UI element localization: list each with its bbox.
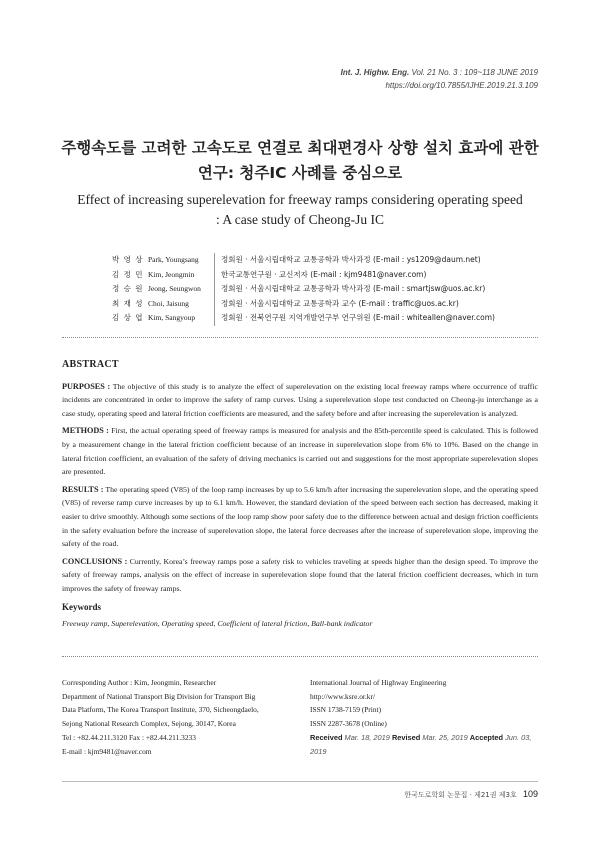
author-row <box>112 268 495 283</box>
corr-email: E-mail : kjm9481@naver.com <box>62 746 152 756</box>
author-english-name: Kim, Jeongmin <box>148 269 195 279</box>
author-affiliation: 정회원 · 전북연구원 지역개발연구부 연구위원 (E-mail : whiteallen@naver.com) <box>214 311 495 326</box>
bottom-dotted-divider <box>62 656 538 657</box>
english-title-line-2: : A case study of Cheong-Ju IC <box>216 212 384 227</box>
doi-link[interactable]: https://doi.org/10.7855/IJHE.2019.21.3.109 <box>385 81 538 90</box>
author-affiliation: 정회원 · 서울시립대학교 교통공학과 교수 (E-mail : traffic@uos.ac.kr) <box>214 297 459 312</box>
author-korean-name: 김 상 엽 <box>112 313 144 322</box>
results-text: The operating speed (V85) of the loop ramp increases by up to 5.6 km/h after increasing the superelevation slope, and the operating speed (V85) of reverse ramp curve increases by up to 6.1 km/h. However, the standard deviation of the speed between each section has decreased, making it easier to drive smoothly. Although some sections of the loop ramp show poor safety due to the difference between actual and design friction coefficients in the safety evaluation before the increase of superelevation slope, the lateral force decreases after the increase of superelevation slope, improving the safety of the road. <box>62 484 538 549</box>
page-number: 109 <box>522 789 538 799</box>
methods-text: First, the actual operating speed of freeway ramps is measured for analysis and the 85th-percentile speed is calculated. This is followed by a measurement change in the lateral friction coefficient because of an increase in superelevation slope from 6% to 10%. Based on the change in lateral friction coefficient, an evaluation of the safety of driving mechanics is carried out and suggestions for the most appropriate superelevation slopes are presented. <box>62 426 538 477</box>
corr-line: Corresponding Author : Kim, Jeongmin, Researcher <box>62 678 217 687</box>
korean-title <box>0 136 600 186</box>
journal-full-name: International Journal of Highway Engineering <box>310 678 447 687</box>
journal-citation <box>341 66 538 92</box>
methods-paragraph <box>62 424 538 478</box>
author-affiliation: 한국교통연구원 · 교신저자 (E-mail : kjm9481@naver.com) <box>214 268 426 283</box>
author-english-name: Park, Youngsang <box>148 255 199 264</box>
author-korean-name: 박 영 상 <box>112 255 144 264</box>
author-row <box>112 311 495 326</box>
author-affiliation: 정회원 · 서울시립대학교 교통공학과 박사과정 (E-mail : smartjsw@uos.ac.kr) <box>214 282 485 297</box>
revised-label: Revised <box>391 732 421 742</box>
journal-volume: Vol. 21 No. 3 : 109~118 JUNE 2019 <box>409 68 538 77</box>
korean-title-line-2: 연구: 청주IC 사례를 중심으로 <box>197 164 403 182</box>
korean-title-line-1: 주행속도를 고려한 고속도로 연결로 최대편경사 상향 설치 효과에 관한 <box>61 139 539 157</box>
page-footer <box>404 789 538 800</box>
received-date: Mar. 18, 2019 <box>344 732 390 742</box>
results-paragraph <box>62 483 538 551</box>
author-korean-name: 최 재 성 <box>112 298 144 308</box>
conclusions-text: Currently, Korea’s freeway ramps pose a safety risk to vehicles traveling at speeds higher than the design speed. To improve the safety of freeway ramps, analysis on the effect of increase in superelevation slope found that the lateral friction coefficient decreases, which in turn improves the safety of freeway ramps. <box>62 556 538 593</box>
conclusions-label: CONCLUSIONS : <box>62 556 128 566</box>
corr-line: Data Platform, The Korea Transport Institute, 370, Sicheongdaelo, <box>62 705 259 715</box>
journal-info-block <box>310 676 540 758</box>
author-row <box>112 282 495 297</box>
issn-online: ISSN 2287-3678 (Online) <box>310 719 387 729</box>
author-korean-name: 김 정 민 <box>112 269 144 279</box>
abstract-section <box>62 358 538 635</box>
corr-line: Department of National Transport Big Division for Transport Big <box>62 691 256 701</box>
keywords-list: Freeway ramp, Superelevation, Operating speed, Coefficient of lateral friction, Ball-bank indicator <box>62 619 373 629</box>
author-english-name: Choi, Jaisung <box>148 298 189 308</box>
journal-name: Int. J. Highw. Eng. <box>340 68 410 77</box>
english-title <box>0 190 600 230</box>
methods-label: METHODS : <box>62 426 109 436</box>
footer-divider <box>62 781 538 782</box>
author-row <box>112 253 495 268</box>
received-label: Received <box>310 732 343 742</box>
corresponding-author-block <box>62 676 294 758</box>
top-dotted-divider <box>62 337 538 338</box>
corr-line: Sejong National Research Complex, Sejong, 30147, Korea <box>62 719 236 729</box>
footer-journal-text: 한국도로학회 논문집 · 제21권 제3호 <box>404 791 517 799</box>
author-list <box>112 253 495 326</box>
conclusions-paragraph <box>62 555 538 596</box>
results-label: RESULTS : <box>62 484 104 494</box>
revised-date: Mar. 25, 2019 <box>422 732 468 742</box>
accepted-label: Accepted <box>469 732 504 742</box>
corr-line: Tel : +82.44.211.3120 Fax : +82.44.211.3233 <box>62 732 196 742</box>
journal-url[interactable]: http://www.ksre.or.kr/ <box>310 691 376 701</box>
purposes-text: The objective of this study is to analyze the effect of superelevation on the existing local freeway ramps where occurrence of traffic incidents are concentrated in order to improve the safety of ramp curves. Using a superelevation slope test conducted on Cheong-ju interchange as a case study, operating speed and lateral friction coefficients are measured, and the safety before and after increasing the superelevation is analyzed. <box>62 381 538 418</box>
author-affiliation: 정회원 · 서울시립대학교 교통공학과 박사과정 (E-mail : ys1209@daum.net) <box>214 253 481 268</box>
keywords-heading: Keywords <box>62 601 101 612</box>
purposes-label: PURPOSES : <box>62 381 111 391</box>
purposes-paragraph <box>62 380 538 421</box>
abstract-heading: ABSTRACT <box>62 359 119 370</box>
submission-dates <box>310 731 540 758</box>
author-english-name: Kim, Sangyoup <box>148 313 196 322</box>
author-english-name: Jeong, Seungwon <box>148 284 201 293</box>
author-row <box>112 297 495 312</box>
author-korean-name: 정 승 원 <box>112 284 144 293</box>
issn-print: ISSN 1738-7159 (Print) <box>310 705 382 715</box>
accepted-date: Jun. 03, 2019 <box>310 732 532 756</box>
english-title-line-1: Effect of increasing superelevation for freeway ramps considering operating speed <box>77 192 523 207</box>
